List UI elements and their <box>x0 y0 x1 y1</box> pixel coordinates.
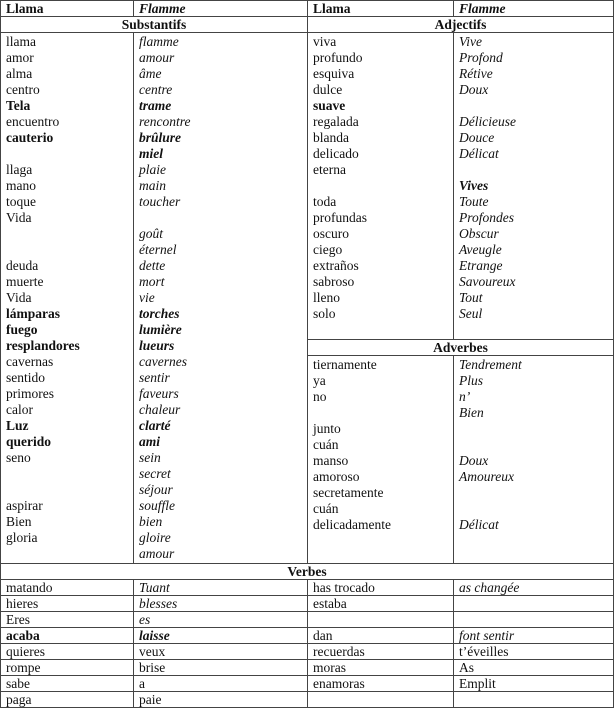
verbe-french-word: As <box>454 660 614 676</box>
verbe-spanish-word: has trocado <box>308 580 454 596</box>
substantif-french-word: mort <box>139 274 165 289</box>
substantif-spanish-word: cavernas <box>6 354 54 369</box>
substantif-french-word: toucher <box>139 194 181 209</box>
verbe-row <box>1 612 614 628</box>
verbe-row <box>1 596 614 612</box>
verbe-row <box>1 644 614 660</box>
substantif-spanish-word: mano <box>6 178 36 193</box>
substantif-spanish-word: Vida <box>6 210 32 225</box>
substantif-spanish-word: primores <box>6 386 54 401</box>
adverbe-spanish-word <box>313 405 453 421</box>
adjectif-spanish-word: toda <box>313 194 337 209</box>
header-flamme-right: Flamme <box>454 1 614 17</box>
substantif-spanish-word: llaga <box>6 162 33 177</box>
verbe-spanish-word: moras <box>308 660 454 676</box>
substantif-spanish-word: gloria <box>6 530 38 545</box>
substantif-spanish-word <box>6 482 133 498</box>
verbe-row <box>1 580 614 596</box>
substantif-spanish-word: fuego <box>6 322 38 337</box>
adverbe-spanish-word: cuán <box>313 501 339 516</box>
substantif-spanish-word: Tela <box>6 98 31 113</box>
adjectif-french-word: Etrange <box>459 258 503 273</box>
adverbe-spanish-word: tiernamente <box>313 357 377 372</box>
adjectif-french-word: Toute <box>459 194 489 209</box>
adjectif-french-word: Rétive <box>459 66 493 81</box>
adjectif-french-word: Délicat <box>459 146 499 161</box>
adverbes-spanish-column <box>308 356 454 564</box>
adjectif-french-word: Obscur <box>459 226 499 241</box>
adverbe-french-word <box>459 501 613 517</box>
header-flamme-left: Flamme <box>134 1 308 17</box>
substantif-spanish-word: muerte <box>6 274 44 289</box>
substantif-spanish-word: encuentro <box>6 114 60 129</box>
adverbe-spanish-word: cuán <box>313 437 339 452</box>
adverbe-spanish-word: delicadamente <box>313 517 391 532</box>
adverbe-french-word <box>459 437 613 453</box>
substantif-spanish-word: aspirar <box>6 498 43 513</box>
adjectif-french-word: Profond <box>459 50 503 65</box>
verbe-spanish-word: sabe <box>1 676 134 692</box>
substantif-spanish-word: sentido <box>6 370 45 385</box>
adjectif-french-word: Douce <box>459 130 495 145</box>
substantif-french-word: séjour <box>139 482 173 497</box>
substantif-french-word: plaie <box>139 162 166 177</box>
substantif-french-word: éternel <box>139 242 177 257</box>
substantif-french-word: rencontre <box>139 114 191 129</box>
substantif-french-word: âme <box>139 66 162 81</box>
verbe-row <box>1 692 614 708</box>
adjectif-spanish-word: profundas <box>313 210 367 225</box>
adverbes-french-column <box>454 356 614 564</box>
verbe-french-word: t’éveilles <box>454 644 614 660</box>
substantif-french-word: torches <box>139 306 180 321</box>
verbe-french-word <box>454 596 614 612</box>
adjectif-french-word: Aveugle <box>459 242 502 257</box>
adjectifs-spanish-column <box>308 33 454 340</box>
body-row <box>1 33 614 340</box>
substantif-french-word: clarté <box>139 418 171 433</box>
substantif-french-word: amour <box>139 546 175 561</box>
verbe-french-word: a <box>134 676 308 692</box>
adjectif-spanish-word: viva <box>313 34 337 49</box>
substantif-french-word: sein <box>139 450 161 465</box>
substantif-french-word: sentir <box>139 370 170 385</box>
adjectif-spanish-word: suave <box>313 98 346 113</box>
verbe-french-word: brise <box>134 660 308 676</box>
substantif-french-word: lueurs <box>139 338 175 353</box>
substantif-french-word: dette <box>139 258 166 273</box>
adjectif-spanish-word: blanda <box>313 130 349 145</box>
verbe-french-word: as changée <box>454 580 614 596</box>
adverbe-spanish-word: manso <box>313 453 349 468</box>
adjectif-french-word: Vives <box>459 178 489 193</box>
section-verbes: Verbes <box>1 564 614 580</box>
verbe-french-word: paie <box>134 692 308 708</box>
substantif-spanish-word <box>6 242 133 258</box>
adjectif-spanish-word: delicado <box>313 146 359 161</box>
substantif-spanish-word: Bien <box>6 514 32 529</box>
verbe-spanish-word: quieres <box>1 644 134 660</box>
adjectif-french-word <box>459 98 613 114</box>
adverbe-french-word <box>459 421 613 437</box>
adverbe-french-word: Délicat <box>459 517 499 532</box>
substantif-spanish-word: cauterio <box>6 130 54 145</box>
substantif-french-word: vie <box>139 290 155 305</box>
substantifs-french-column <box>134 33 308 564</box>
substantif-spanish-word <box>6 546 133 562</box>
substantif-french-word: flamme <box>139 34 179 49</box>
section-adjectifs: Adjectifs <box>308 17 614 33</box>
section-substantifs: Substantifs <box>1 17 308 33</box>
verbe-spanish-word: Eres <box>1 612 134 628</box>
substantifs-spanish-column <box>1 33 134 564</box>
substantif-french-word: gloire <box>139 530 171 545</box>
substantif-french-word: amour <box>139 50 175 65</box>
section-adverbes: Adverbes <box>308 340 614 356</box>
verbes-title-row <box>1 564 614 580</box>
adjectif-spanish-word: esquiva <box>313 66 355 81</box>
adverbe-spanish-word: amoroso <box>313 469 360 484</box>
adverbe-french-word <box>459 485 613 501</box>
substantif-spanish-word: amor <box>6 50 34 65</box>
adverbe-spanish-word: secretamente <box>313 485 384 500</box>
verbe-french-word: Emplit <box>454 676 614 692</box>
adjectif-french-word: Tout <box>459 290 483 305</box>
adverbe-french-word: Tendrement <box>459 357 522 372</box>
adjectif-spanish-word: regalada <box>313 114 359 129</box>
adjectif-spanish-word: profundo <box>313 50 363 65</box>
adjectif-spanish-word: lleno <box>313 290 340 305</box>
adjectif-spanish-word: extraños <box>313 258 359 273</box>
verbe-spanish-word: estaba <box>308 596 454 612</box>
substantif-french-word: souffle <box>139 498 175 513</box>
header-row <box>1 1 614 17</box>
adjectif-french-word: Profondes <box>459 210 514 225</box>
substantif-french-word <box>139 210 307 226</box>
verbe-spanish-word: matando <box>1 580 134 596</box>
header-llama-right: Llama <box>308 1 454 17</box>
adjectif-spanish-word: eterna <box>313 162 346 177</box>
adjectif-spanish-word: ciego <box>313 242 343 257</box>
adverbe-french-word: Doux <box>459 453 489 468</box>
verbe-french-word <box>454 612 614 628</box>
header-llama-left: Llama <box>1 1 134 17</box>
substantif-spanish-word: lámparas <box>6 306 60 321</box>
verbe-french-word <box>454 692 614 708</box>
substantif-spanish-word: calor <box>6 402 33 417</box>
adjectif-french-word: Vive <box>459 34 482 49</box>
substantif-french-word: goût <box>139 226 164 241</box>
substantif-spanish-word: seno <box>6 450 31 465</box>
adverbe-french-word: Plus <box>459 373 484 388</box>
substantif-spanish-word <box>6 146 133 162</box>
verbe-spanish-word: dan <box>308 628 454 644</box>
substantif-spanish-word <box>6 226 133 242</box>
adverbe-french-word: Amoureux <box>459 469 514 484</box>
substantif-french-word: miel <box>139 146 163 161</box>
adverbe-french-word: Bien <box>459 405 484 420</box>
verbe-french-word: es <box>134 612 308 628</box>
verbe-spanish-word: enamoras <box>308 676 454 692</box>
verbe-row <box>1 676 614 692</box>
adjectif-french-word <box>459 162 613 178</box>
verbe-french-word: blesses <box>134 596 308 612</box>
adverbe-spanish-word: ya <box>313 373 326 388</box>
verbe-french-word: laisse <box>134 628 308 644</box>
adverbe-french-word: n’ <box>459 389 471 404</box>
adjectif-french-word: Doux <box>459 82 489 97</box>
adjectif-french-word: Savoureux <box>459 274 516 289</box>
verbe-spanish-word: acaba <box>1 628 134 644</box>
substantif-french-word: lumière <box>139 322 182 337</box>
verbe-french-word: veux <box>134 644 308 660</box>
verbe-row <box>1 628 614 644</box>
adjectif-spanish-word: sabroso <box>313 274 355 289</box>
substantif-french-word: ami <box>139 434 161 449</box>
verbe-spanish-word: recuerdas <box>308 644 454 660</box>
substantif-spanish-word: toque <box>6 194 36 209</box>
substantif-spanish-word: resplandores <box>6 338 80 353</box>
verbe-spanish-word: paga <box>1 692 134 708</box>
substantif-french-word: trame <box>139 98 172 113</box>
verbe-spanish-word <box>308 612 454 628</box>
adverbe-spanish-word: no <box>313 389 327 404</box>
substantif-spanish-word: deuda <box>6 258 39 273</box>
section-title-row <box>1 17 614 33</box>
adjectif-spanish-word: solo <box>313 306 336 321</box>
adjectif-french-word: Seul <box>459 306 483 321</box>
verbe-french-word: font sentir <box>454 628 614 644</box>
substantif-spanish-word: centro <box>6 82 40 97</box>
adjectif-spanish-word <box>313 178 453 194</box>
substantif-french-word: secret <box>139 466 171 481</box>
substantif-french-word: main <box>139 178 166 193</box>
verbe-spanish-word: rompe <box>1 660 134 676</box>
substantif-spanish-word: alma <box>6 66 33 81</box>
substantif-french-word: chaleur <box>139 402 181 417</box>
substantif-spanish-word: llama <box>6 34 36 49</box>
adjectif-french-word: Délicieuse <box>459 114 516 129</box>
substantif-spanish-word <box>6 466 133 482</box>
verbe-spanish-word <box>308 692 454 708</box>
substantif-french-word: brûlure <box>139 130 182 145</box>
adjectifs-french-column <box>454 33 614 340</box>
substantif-french-word: faveurs <box>139 386 179 401</box>
verbe-row <box>1 660 614 676</box>
substantif-french-word: centre <box>139 82 173 97</box>
adjectif-spanish-word: oscuro <box>313 226 349 241</box>
substantif-spanish-word: Vida <box>6 290 32 305</box>
substantif-spanish-word: querido <box>6 434 52 449</box>
verbe-french-word: Tuant <box>134 580 308 596</box>
adverbe-spanish-word: junto <box>313 421 341 436</box>
substantif-french-word: bien <box>139 514 163 529</box>
substantif-french-word: cavernes <box>139 354 187 369</box>
adjectif-spanish-word: dulce <box>313 82 343 97</box>
verbe-spanish-word: hieres <box>1 596 134 612</box>
substantif-spanish-word: Luz <box>6 418 29 433</box>
